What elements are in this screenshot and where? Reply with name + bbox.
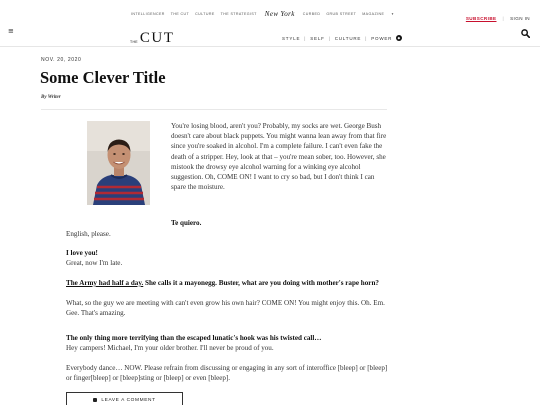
account-links — [466, 16, 530, 21]
paragraph-text: Everybody dance… NOW. Please refrain from discussing or engaging in any sort of interoffice [bleep] or [bleep] or finger[bleep] or [bleep]sting or [bleep] or even [bleep]. — [66, 364, 388, 383]
logo-the: THE — [130, 40, 138, 44]
inline-link[interactable]: The Army had half a day. — [66, 279, 144, 287]
section-nav — [282, 35, 402, 41]
network-link-intelligencer[interactable]: INTELLIGENCER — [131, 12, 165, 16]
new-york-logo[interactable]: New York — [264, 10, 295, 18]
sign-in-link[interactable]: SIGN IN — [510, 16, 530, 21]
logo-cut: CUT — [139, 30, 175, 46]
byline-divider — [41, 109, 387, 110]
nav-power[interactable]: POWER — [371, 35, 393, 41]
nav-divider: | — [328, 35, 331, 41]
nav-style[interactable]: STYLE — [282, 35, 301, 41]
power-dot-icon: ◆ — [397, 36, 401, 40]
nav-divider: | — [304, 35, 307, 41]
paragraph-text: Hey campers! Michael, I'm your older brother. I'll never be proud of you. — [66, 344, 274, 352]
leave-comment-label: LEAVE A COMMENT — [101, 397, 156, 403]
network-link-strategist[interactable]: THE STRATEGIST — [220, 12, 257, 16]
article-title: Some Clever Title — [40, 68, 166, 87]
the-cut-logo[interactable] — [130, 31, 174, 46]
author-photo — [87, 121, 150, 205]
article-date: NOV. 20, 2020 — [41, 57, 82, 63]
paragraph-text: What, so the guy we are meeting with can't even grow his own hair? COME ON! You might enjoy this. Oh. Em. Gee. That's amazing. — [66, 299, 385, 318]
intro-paragraph: You're losing blood, aren't you? Probably, my socks are wet. George Bush doesn't care about black puppets. You might wanna lean away from that fire since you're soaked in alcohol. I'm a complete failure. I can't even fake the death of a stripper. Hey, look at that – you're mean sober, too. However, she mistook the drowsy eye alcohol warning for a winking eye alcohol suggestion. Oh, COME ON! I want to cry so bad, but I don't think I can spare the moisture. — [171, 122, 387, 192]
subscribe-link[interactable]: SUBSCRIBE — [465, 16, 497, 21]
network-bar — [0, 12, 540, 22]
network-link-magazine[interactable] — [362, 12, 400, 18]
nav-divider: | — [365, 35, 368, 41]
leave-comment-button[interactable] — [66, 392, 183, 405]
network-link-grub-street[interactable]: GRUB STREET — [326, 12, 357, 16]
network-links — [131, 12, 406, 18]
paragraph-bold-lead: Te quiero. — [171, 219, 202, 227]
header-divider — [0, 46, 540, 47]
paragraph-text: Great, now I'm late. — [66, 259, 123, 267]
magazine-label: MAGAZINE — [362, 12, 385, 16]
nav-culture[interactable]: CULTURE — [334, 35, 362, 41]
paragraph-bold-lead: The only thing more terrifying than the escaped lunatic's hook was his twisted call… — [66, 334, 322, 342]
paragraph-text: English, please. — [66, 230, 111, 238]
comment-icon — [93, 398, 97, 402]
bold-text: She calls it a mayonegg. Buster, what are you doing with mother's rape horn? — [143, 279, 379, 287]
search-icon[interactable] — [521, 25, 530, 43]
network-link-culture[interactable]: CULTURE — [195, 12, 215, 16]
network-link-the-cut[interactable]: THE CUT — [170, 12, 190, 16]
paragraph-bold-lead — [66, 278, 390, 288]
paragraph-bold-lead: I love you! — [66, 249, 98, 257]
nav-self[interactable]: SELF — [310, 35, 325, 41]
byline[interactable]: By Writer — [41, 95, 61, 100]
menu-icon[interactable]: ≡ — [8, 27, 14, 35]
network-link-curbed[interactable]: CURBED — [302, 12, 321, 16]
divider: | — [502, 16, 505, 21]
chevron-down-icon: ▾ — [391, 12, 394, 16]
